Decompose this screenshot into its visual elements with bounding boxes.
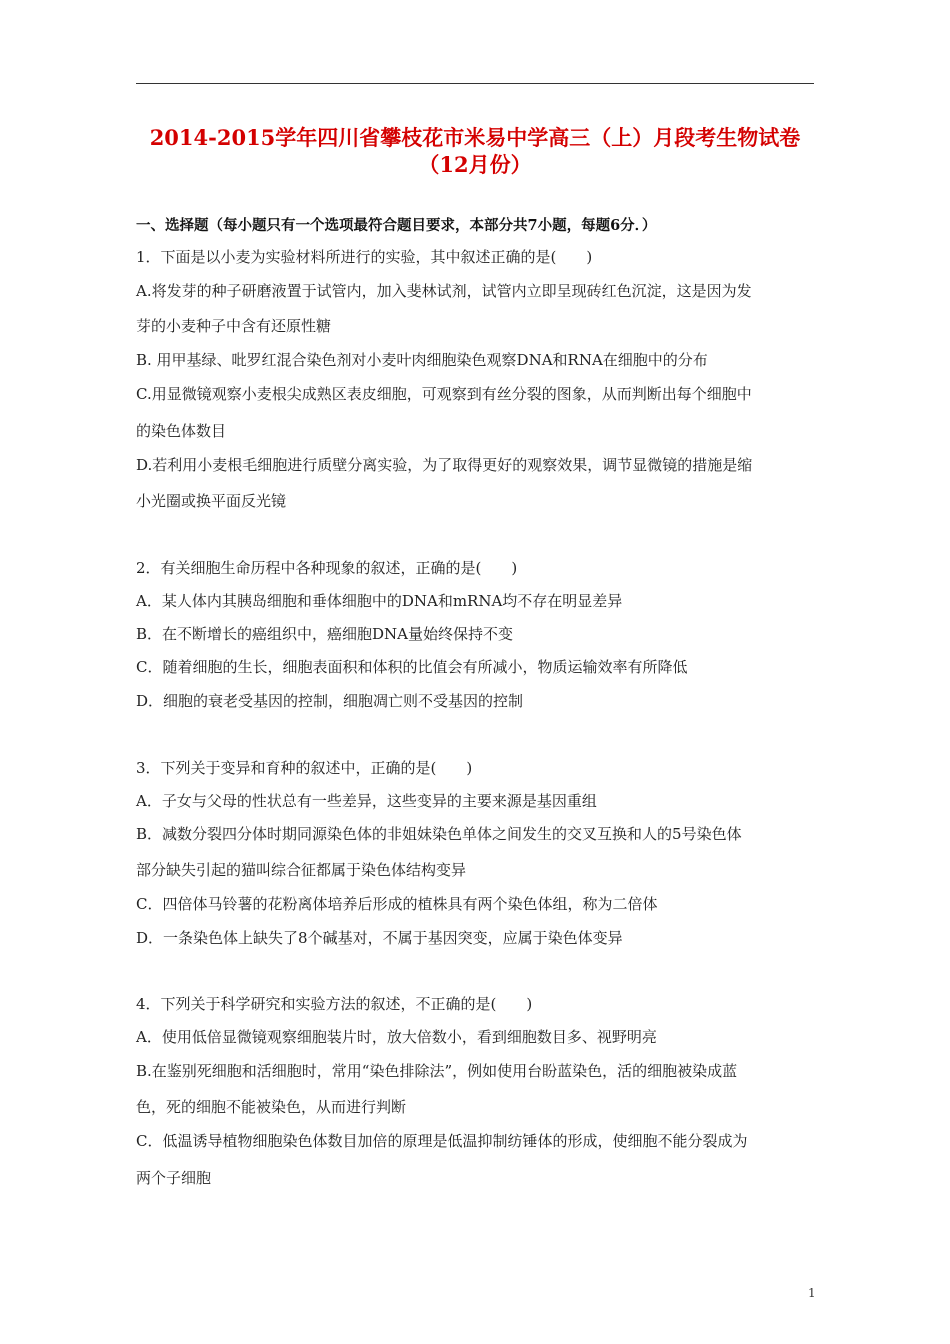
- question-2-stem: 2．有关细胞生命历程中各种现象的叙述，正确的是( ): [136, 559, 518, 577]
- question-1-option-b: B. 用甲基绿、吡罗红混合染色剂对小麦叶肉细胞染色观察DNA和RNA在细胞中的分布: [136, 351, 708, 369]
- question-4-option-b: B.在鉴别死细胞和活细胞时，常用“染色排除法”，例如使用台盼蓝染色，活的细胞被染成蓝: [136, 1062, 738, 1080]
- page-number: 1: [808, 1286, 816, 1300]
- question-1-option-c-cont: 的染色体数目: [136, 422, 227, 440]
- question-4-option-b-cont: 色，死的细胞不能被染色，从而进行判断: [136, 1098, 407, 1116]
- question-4-option-c: C．低温诱导植物细胞染色体数目加倍的原理是低温抑制纺锤体的形成，使细胞不能分裂成为: [136, 1132, 748, 1150]
- question-3-option-d: D．一条染色体上缺失了8个碱基对，不属于基因突变，应属于染色体变异: [136, 929, 623, 947]
- question-3-option-a: A．子女与父母的性状总有一些差异，这些变异的主要来源是基因重组: [136, 792, 597, 810]
- question-4-option-c-cont: 两个子细胞: [136, 1169, 212, 1187]
- question-2-option-c: C．随着细胞的生长，细胞表面积和体积的比值会有所减小，物质运输效率有所降低: [136, 658, 688, 676]
- document-title: 2014-2015学年四川省攀枝花市米易中学高三（上）月段考生物试卷: [149, 125, 801, 150]
- question-3-option-b: B．减数分裂四分体时期同源染色体的非姐妹染色单体之间发生的交叉互换和人的5号染色体: [136, 825, 742, 843]
- header-rule: [136, 83, 814, 84]
- document-subtitle: （12月份）: [418, 152, 532, 177]
- question-4-stem: 4．下列关于科学研究和实验方法的叙述，不正确的是( ): [136, 995, 533, 1013]
- question-1-option-d: D.若利用小麦根毛细胞进行质壁分离实验，为了取得更好的观察效果，调节显微镜的措施是缩: [136, 456, 753, 474]
- question-4-option-a: A．使用低倍显微镜观察细胞装片时，放大倍数小，看到细胞数目多、视野明亮: [136, 1028, 657, 1046]
- question-2-option-d: D．细胞的衰老受基因的控制，细胞凋亡则不受基因的控制: [136, 692, 524, 710]
- question-3-option-b-cont: 部分缺失引起的猫叫综合征都属于染色体结构变异: [136, 861, 467, 879]
- question-1-option-a: A.将发芽的种子研磨液置于试管内，加入斐林试剂，试管内立即呈现砖红色沉淀，这是因为发: [136, 282, 752, 300]
- section-heading: 一、选择题（每小题只有一个选项最符合题目要求，本部分共7小题，每题6分．）: [136, 217, 657, 234]
- question-3-option-c: C．四倍体马铃薯的花粉离体培养后形成的植株具有两个染色体组，称为二倍体: [136, 895, 658, 913]
- question-2-option-b: B．在不断增长的癌组织中，癌细胞DNA量始终保持不变: [136, 625, 514, 643]
- question-3-stem: 3．下列关于变异和育种的叙述中，正确的是( ): [136, 759, 473, 777]
- question-1-option-a-cont: 芽的小麦种子中含有还原性糖: [136, 317, 332, 335]
- question-2-option-a: A．某人体内其胰岛细胞和垂体细胞中的DNA和mRNA均不存在明显差异: [136, 592, 623, 610]
- question-1-stem: 1．下面是以小麦为实验材料所进行的实验，其中叙述正确的是( ): [136, 248, 593, 266]
- question-1-option-c: C.用显微镜观察小麦根尖成熟区表皮细胞，可观察到有丝分裂的图象，从而判断出每个细胞中: [136, 385, 752, 403]
- question-1-option-d-cont: 小光圈或换平面反光镜: [136, 492, 287, 510]
